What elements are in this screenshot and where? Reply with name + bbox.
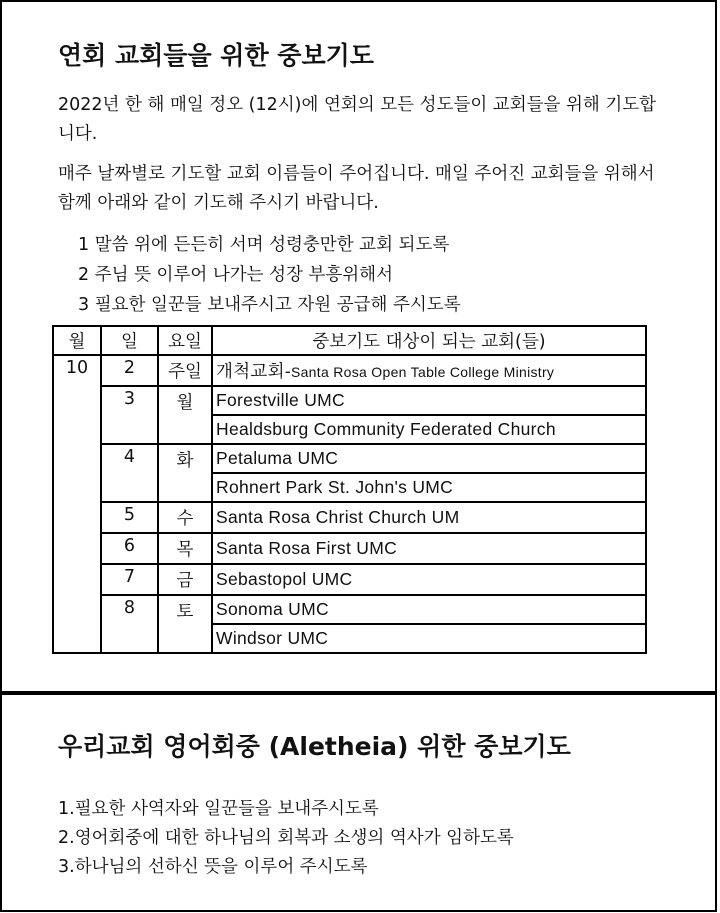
church-cell: Healdsburg Community Federated Church (212, 415, 646, 444)
header-day: 일 (101, 326, 158, 355)
section-divider (0, 691, 717, 694)
day-cell: 6 (101, 533, 158, 564)
church-cell: Rohnert Park St. John's UMC (212, 473, 646, 502)
list-item: 2.영어회중에 대한 하나님의 회복과 소생의 역사가 임하도록 (58, 828, 514, 848)
page-title: 연회 교회들을 위한 중보기도 (58, 41, 374, 70)
weekday-cell: 수 (158, 502, 212, 533)
day-cell: 4 (101, 444, 158, 502)
table-row (53, 444, 646, 473)
intro-paragraph: 2022년 한 해 매일 정오 (12시)에 연회의 모든 성도들이 교회들을 위해 기도합니다. (58, 95, 657, 144)
prayer-point: 1 말씀 위에 든든히 서며 성령충만한 교회 되도록 (78, 235, 450, 255)
church-cell: Santa Rosa First UMC (212, 533, 646, 564)
day-cell: 3 (101, 386, 158, 444)
table-row (53, 502, 646, 533)
table-row (53, 355, 646, 386)
weekday-cell: 월 (158, 386, 212, 444)
weekday-cell: 토 (158, 595, 212, 653)
list-item: 3.하나님의 선하신 뜻을 이루어 주시도록 (58, 857, 368, 877)
table-row (53, 533, 646, 564)
day-cell: 8 (101, 595, 158, 653)
header-weekday: 요일 (158, 326, 212, 355)
prayer-schedule-table (52, 325, 647, 654)
weekday-cell: 목 (158, 533, 212, 564)
prayer-points (78, 230, 461, 320)
month-cell: 10 (53, 355, 101, 653)
church-prefix: 개척교회- (216, 361, 291, 381)
day-cell: 2 (101, 355, 158, 386)
header-church: 중보기도 대상이 되는 교회(들) (212, 326, 646, 355)
church-cell: Sebastopol UMC (212, 564, 646, 595)
weekday-cell: 주일 (158, 355, 212, 386)
english-prayer-list (58, 795, 514, 882)
table-header-row (53, 326, 646, 355)
church-cell (212, 355, 646, 386)
church-cell: Windsor UMC (212, 624, 646, 653)
weekday-cell: 금 (158, 564, 212, 595)
church-cell: Santa Rosa Christ Church UM (212, 502, 646, 533)
section-title-english: 우리교회 영어회중 (Aletheia) 위한 중보기도 (58, 732, 571, 761)
table-row (53, 564, 646, 595)
header-month: 월 (53, 326, 101, 355)
church-name: Santa Rosa Open Table College Ministry (290, 364, 555, 380)
church-cell: Forestville UMC (212, 386, 646, 415)
day-cell: 7 (101, 564, 158, 595)
day-cell: 5 (101, 502, 158, 533)
list-item: 1.필요한 사역자와 일꾼들을 보내주시도록 (58, 799, 379, 819)
church-cell: Petaluma UMC (212, 444, 646, 473)
church-cell: Sonoma UMC (212, 595, 646, 624)
table-row (53, 386, 646, 415)
instructions-paragraph: 매주 날짜별로 기도할 교회 이름들이 주어집니다. 매일 주어진 교회들을 위해서 함께 아래와 같이 기도해 주시기 바랍니다. (58, 164, 655, 213)
prayer-point: 2 주님 뜻 이루어 나가는 성장 부흥위해서 (78, 265, 393, 285)
weekday-cell: 화 (158, 444, 212, 502)
table-row (53, 595, 646, 624)
prayer-point: 3 필요한 일꾼들 보내주시고 자원 공급해 주시도록 (78, 295, 461, 315)
